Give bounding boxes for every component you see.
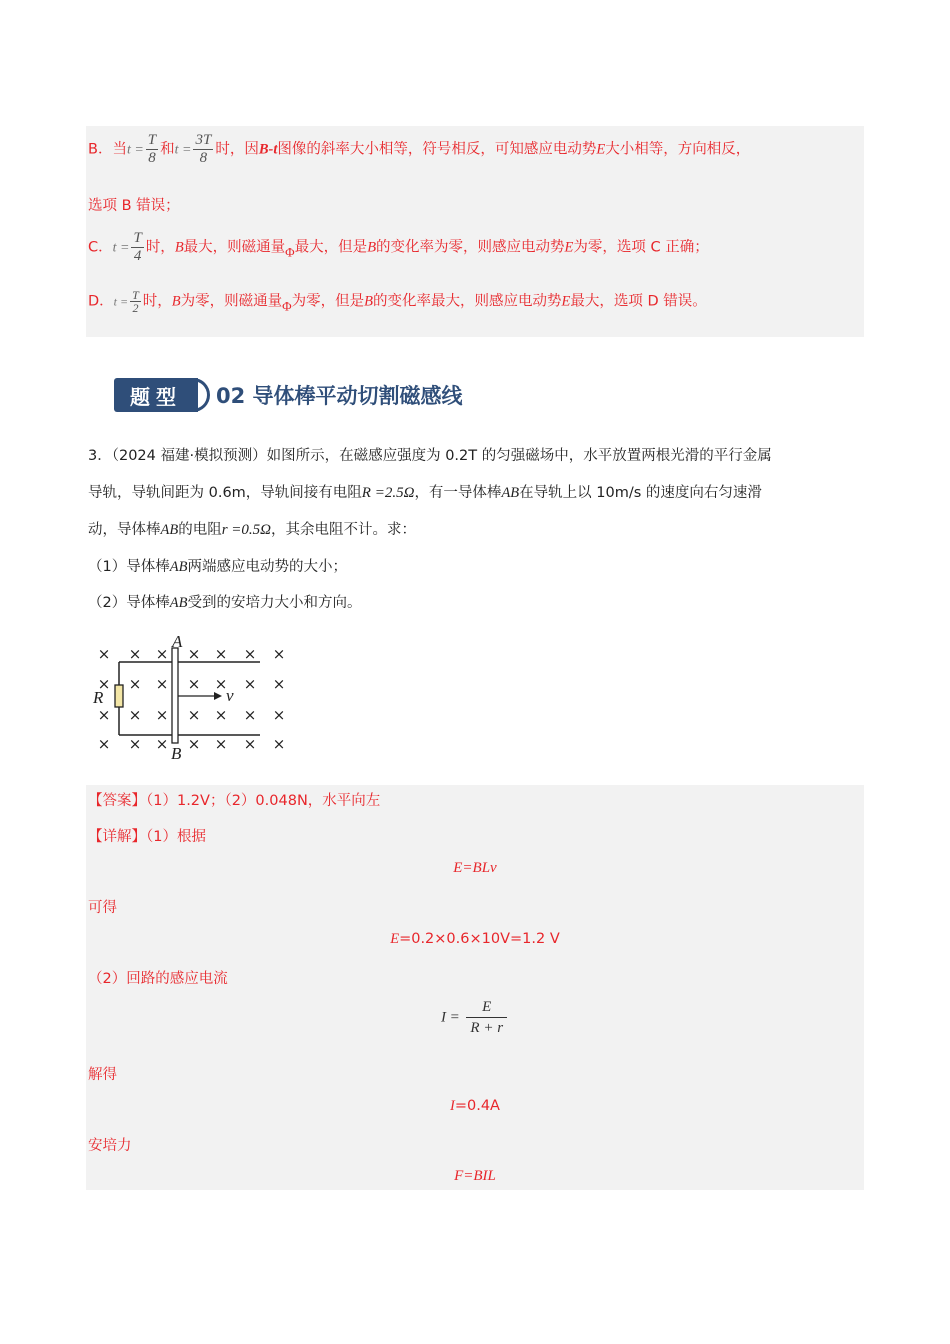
r-equation: R =2.5Ω — [361, 485, 415, 501]
cross-mark: × — [272, 735, 286, 753]
phi-symbol: Φ — [285, 244, 295, 260]
cross-mark: × — [128, 735, 142, 753]
text: 最大，则磁通量 — [183, 239, 286, 256]
phi-symbol: Φ — [282, 298, 292, 314]
equation-current-value — [86, 1098, 864, 1115]
small-r-equation: r =0.5Ω — [221, 522, 272, 538]
cross-mark: × — [243, 675, 257, 693]
cross-mark: × — [243, 645, 257, 663]
t-eq: t = — [112, 240, 130, 256]
cross-mark: × — [214, 675, 228, 693]
option-b-prefix: B．当 — [88, 141, 127, 158]
text: 大小相等，方向相反， — [605, 141, 751, 158]
cross-mark: × — [128, 645, 142, 663]
fraction-t-2 — [130, 289, 141, 314]
e-symbol: E — [596, 141, 606, 158]
fraction-3t-8 — [193, 132, 213, 167]
cross-mark: × — [155, 645, 169, 663]
t-eq: t = — [174, 142, 192, 158]
frac-den: 8 — [148, 150, 156, 166]
b-symbol: B — [171, 293, 181, 310]
text: （2）导体棒 — [88, 595, 170, 611]
section-badge — [114, 378, 198, 412]
label-v: v — [226, 686, 234, 705]
frac-num: T — [133, 230, 142, 246]
equation-rest: =0.2×0.6×10V=1.2 V — [399, 931, 560, 947]
b-symbol: B — [364, 293, 374, 310]
text: 时， — [142, 293, 172, 310]
equation-rest: =0.4A — [454, 1098, 500, 1114]
text: 为零，选项 C 正确； — [573, 239, 709, 256]
cross-mark: × — [272, 706, 286, 724]
frac-num: T — [147, 132, 157, 148]
frac-den: R + r — [470, 1020, 504, 1036]
cross-mark: × — [214, 735, 228, 753]
text: 的变化率最大，则感应电动势 — [373, 293, 562, 310]
detail-tag: 【详解】 — [88, 829, 146, 845]
b-symbol: B — [174, 239, 184, 256]
answer-line — [88, 789, 380, 810]
cross-mark: × — [214, 645, 228, 663]
frac-den: 4 — [133, 248, 142, 264]
text: 最大，但是 — [294, 239, 368, 256]
ab-symbol: AB — [501, 485, 520, 501]
equation-force: F=BIL — [454, 1168, 496, 1184]
cross-mark: × — [97, 645, 111, 663]
option-d-prefix: D． — [88, 293, 114, 310]
and-text: 和 — [160, 141, 175, 158]
cross-mark: × — [128, 675, 142, 693]
badge-text: 题型 — [130, 384, 182, 409]
part2-text: （2）回路的感应电流 — [88, 971, 228, 987]
ab-symbol: AB — [169, 595, 188, 611]
cross-mark: × — [155, 735, 169, 753]
fraction-t-8 — [146, 132, 158, 167]
circuit-diagram — [88, 632, 298, 767]
b-symbol: B — [367, 239, 377, 256]
label-A: A — [172, 632, 183, 651]
current-lhs: I = — [440, 1009, 460, 1026]
option-d-line — [88, 289, 707, 315]
ab-symbol: AB — [169, 559, 188, 575]
text: ，有一导体棒 — [414, 485, 502, 501]
answer-text: （1）1.2V；（2）0.048N，水平向左 — [146, 793, 381, 809]
detail-text: （1）根据 — [146, 829, 206, 845]
e-symbol: E — [561, 293, 571, 310]
text: 导轨，导轨间距为 0.6m，导轨间接有电阻 — [88, 485, 362, 501]
cross-mark: × — [97, 675, 111, 693]
bt-symbol: B-t — [258, 141, 278, 158]
text: 两端感应电动势的大小； — [187, 559, 347, 575]
cross-mark: × — [97, 706, 111, 724]
option-c-prefix: C． — [88, 239, 113, 256]
t-eq: t = — [113, 294, 129, 309]
text-keyi: 可得 — [88, 900, 117, 916]
equation-emf-value — [86, 931, 864, 948]
question-line2 — [88, 481, 762, 502]
frac-num: T — [132, 288, 139, 302]
question-sub1 — [88, 555, 347, 576]
equation-emf: E=BLv — [453, 860, 497, 876]
frac-num: E — [466, 1000, 507, 1018]
text: 为零，但是 — [291, 293, 365, 310]
text: 图像的斜率大小相等，符号相反，可知感应电动势 — [277, 141, 597, 158]
cross-mark: × — [187, 645, 201, 663]
cross-mark: × — [272, 645, 286, 663]
option-c-line — [88, 230, 709, 265]
option-b-line1 — [88, 132, 750, 167]
text: 动，导体棒 — [88, 522, 161, 538]
cross-mark: × — [155, 675, 169, 693]
text: 在导轨上以 10m/s 的速度向右匀速滑 — [519, 485, 762, 501]
cross-mark: × — [187, 675, 201, 693]
text: 的电阻 — [178, 522, 222, 538]
text-jiede: 解得 — [88, 1067, 117, 1083]
cross-mark: × — [214, 706, 228, 724]
cross-mark: × — [97, 735, 111, 753]
label-B: B — [171, 744, 182, 763]
equation-current — [86, 1000, 864, 1036]
frac-den: 2 — [132, 301, 139, 315]
question-sub2 — [88, 591, 361, 612]
text: ，其余电阻不计。求： — [271, 522, 417, 538]
answer-tag: 【答案】 — [88, 793, 146, 809]
text: （1）导体棒 — [88, 559, 170, 575]
text: 为零，则磁通量 — [180, 293, 283, 310]
cross-mark: × — [187, 706, 201, 724]
fraction-e-over-rr — [466, 1000, 507, 1036]
cross-mark: × — [243, 706, 257, 724]
cross-mark: × — [272, 675, 286, 693]
i-symbol: I — [450, 1098, 455, 1114]
e-symbol: E — [390, 931, 400, 947]
text-anpeili: 安培力 — [88, 1138, 132, 1154]
section-heading — [114, 376, 463, 414]
frac-den: 8 — [199, 150, 208, 166]
cross-mark: × — [128, 706, 142, 724]
conductor-rod-AB — [172, 648, 178, 743]
frac-num: 3T — [195, 132, 212, 148]
fraction-t-4 — [131, 230, 143, 265]
badge-arc — [186, 378, 210, 412]
text: 受到的安培力大小和方向。 — [187, 595, 362, 611]
text: 的变化率为零，则感应电动势 — [376, 239, 565, 256]
text: 最大，选项 D 错误。 — [570, 293, 707, 310]
question-line3 — [88, 518, 416, 539]
label-R: R — [93, 688, 104, 707]
ab-symbol: AB — [160, 522, 179, 538]
cross-mark: × — [155, 706, 169, 724]
detail-line — [88, 825, 206, 846]
question-line1: 3．（2024 福建·模拟预测）如图所示，在磁感应强度为 0.2T 的匀强磁场中，水平放置两根光滑的平行金属 — [88, 448, 772, 464]
section-title: 02 导体棒平动切割磁感线 — [216, 384, 463, 408]
e-symbol: E — [564, 239, 574, 256]
cross-mark: × — [243, 735, 257, 753]
text: 时， — [145, 239, 175, 256]
cross-mark: × — [187, 735, 201, 753]
resistor-R — [115, 685, 123, 707]
t-eq: t = — [126, 142, 144, 158]
text: 时，因 — [215, 141, 259, 158]
velocity-arrowhead — [214, 692, 222, 700]
option-b-line2: 选项 B 错误； — [88, 198, 180, 214]
